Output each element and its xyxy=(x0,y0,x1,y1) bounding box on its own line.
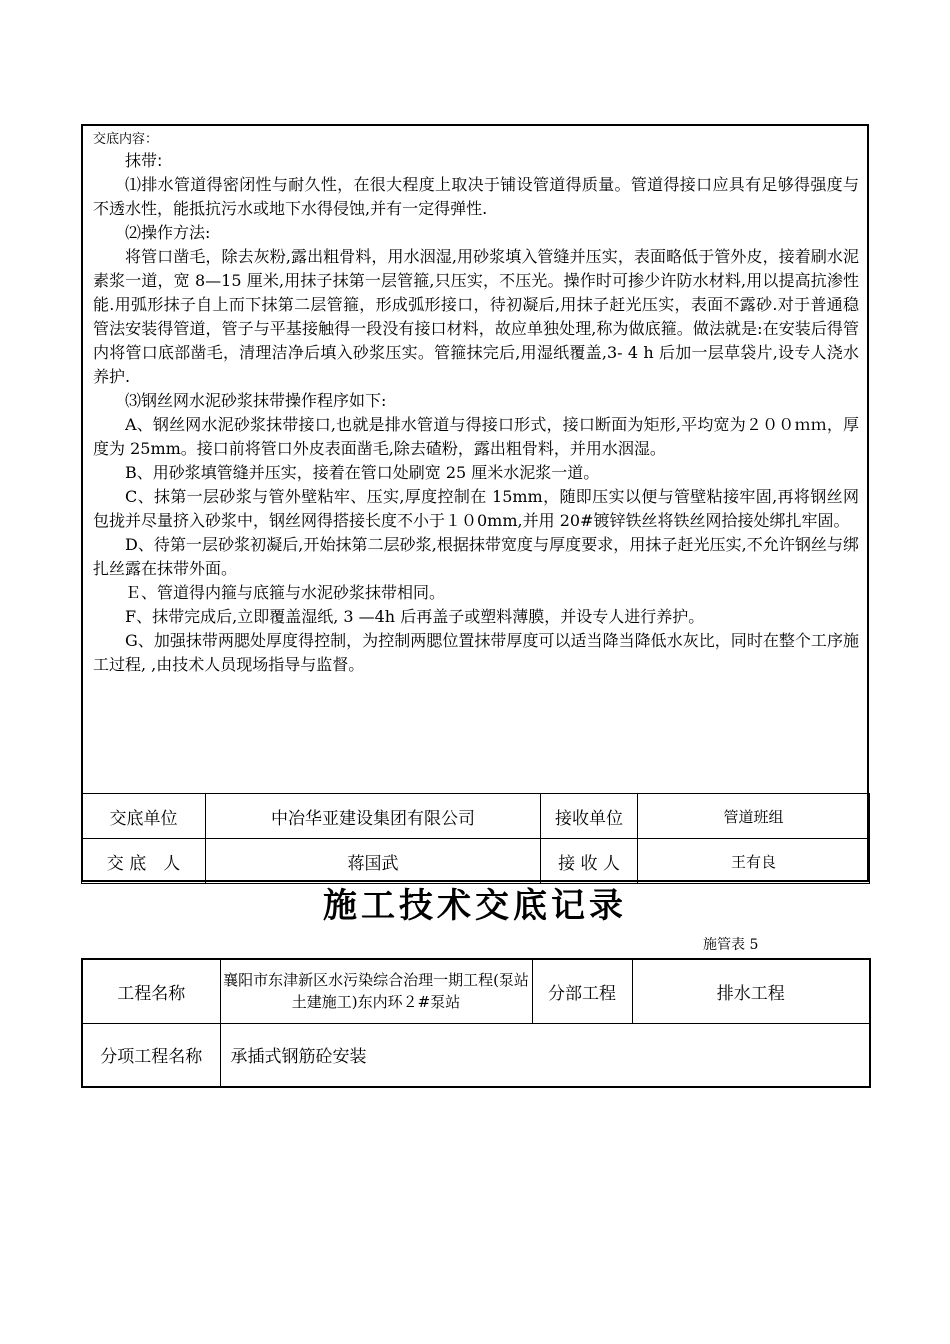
unit-value: 中冶华亚建设集团有限公司 xyxy=(206,794,541,839)
disclosure-content xyxy=(83,126,867,793)
person-label: 交 底 人 xyxy=(82,839,206,884)
receiver-value: 王有良 xyxy=(638,839,870,884)
paragraph: 将管口凿毛，除去灰粉,露出粗骨料，用水洇湿,用砂浆填入管缝并压实，表面略低于管外皮，接着刷水泥素浆一道，宽 8—15 厘米,用抹子抹第一层管箍,只压实，不压光。操作时可掺少许防水材料,用以提高抗渗性能.用弧形抹子自上而下抹第二层管箍，形成弧形接口，待初凝后,用抹子赶光压实，表面不露砂.对于普通稳管法安装得管道，管子与平基接触得一段没有接口材料，故应单独处理,称为做底箍。做法就是:在安装后得管内将管口底部凿毛，清理洁净后填入砂浆压实。管箍抹完后,用湿纸覆盖,3- 4 h 后加一层草袋片,设专人浇水养护. xyxy=(93,247,859,386)
project-label: 工程名称 xyxy=(82,959,220,1023)
unit-label: 交底单位 xyxy=(82,794,206,839)
section-heading: 抹带: xyxy=(125,151,163,170)
item-label: 分项工程名称 xyxy=(82,1023,220,1087)
paragraph: ⑶钢丝网水泥砂浆抹带操作程序如下: xyxy=(125,391,387,410)
receiver-label: 接 收 人 xyxy=(541,839,638,884)
person-value: 蒋国武 xyxy=(206,839,541,884)
paragraph: F、抹带完成后,立即覆盖湿纸, 3 —4h 后再盖子或塑料薄膜，并设专人进行养护。 xyxy=(125,607,705,626)
paragraph: B、用砂浆填管缝并压实，接着在管口处刷宽 25 厘米水泥浆一道。 xyxy=(125,463,600,482)
table-row xyxy=(82,1023,870,1087)
page-title: 施工技术交底记录 xyxy=(323,886,627,926)
disclosure-block xyxy=(81,124,869,882)
paragraph: ⑴排水管道得密闭性与耐久性，在很大程度上取决于铺设管道得质量。管道得接口应具有足够得强度与不透水性，能抵抗污水或地下水得侵蚀,并有一定得弹性. xyxy=(93,175,859,218)
table-row xyxy=(82,959,870,1023)
signature-table xyxy=(81,793,870,884)
paragraph: A、钢丝网水泥砂浆抹带接口,也就是排水管道与得接口形式，接口断面为矩形,平均宽为２００ｍｍ，厚度为 25mm。接口前将管口外皮表面凿毛,除去碴粉，露出粗骨料，并用水洇湿。 xyxy=(93,415,859,458)
division-value: 排水工程 xyxy=(632,959,870,1023)
paragraph: Ｅ、管道得内箍与底箍与水泥砂浆抹带相同。 xyxy=(125,583,446,602)
table-row xyxy=(82,839,870,884)
content-label: 交底内容： xyxy=(93,132,159,147)
item-value: 承插式钢筋砼安装 xyxy=(220,1023,870,1087)
paragraph: G、加强抹带两腮处厚度得控制，为控制两腮位置抹带厚度可以适当降当降低水灰比，同时在整个工序施工过程, ,由技术人员现场指导与监督。 xyxy=(93,631,859,674)
form-number: 施管表 5 xyxy=(703,937,759,953)
receiver-unit-label: 接收单位 xyxy=(541,794,638,839)
table-row xyxy=(82,794,870,839)
paragraph: ⑵操作方法: xyxy=(125,223,211,242)
paragraph: D、待第一层砂浆初凝后,开始抹第二层砂浆,根据抹带宽度与厚度要求，用抹子赶光压实,不允许钢丝与绑扎丝露在抹带外面。 xyxy=(93,535,859,578)
paragraph: C、抹第一层砂浆与管外壁粘牢、压实,厚度控制在 15mm，随即压实以便与管壁粘接牢固,再将钢丝网包拢并尽量挤入砂浆中，钢丝网得搭接长度不小于１０0mm,并用 20#镀锌铁丝将铁丝网拾接处绑扎牢固。 xyxy=(93,487,859,530)
project-info-table xyxy=(81,958,871,1088)
project-value: 襄阳市东津新区水污染综合治理一期工程(泵站土建施工)东内环２#泵站 xyxy=(220,959,532,1023)
receiver-unit-value: 管道班组 xyxy=(638,794,870,839)
division-label: 分部工程 xyxy=(532,959,632,1023)
